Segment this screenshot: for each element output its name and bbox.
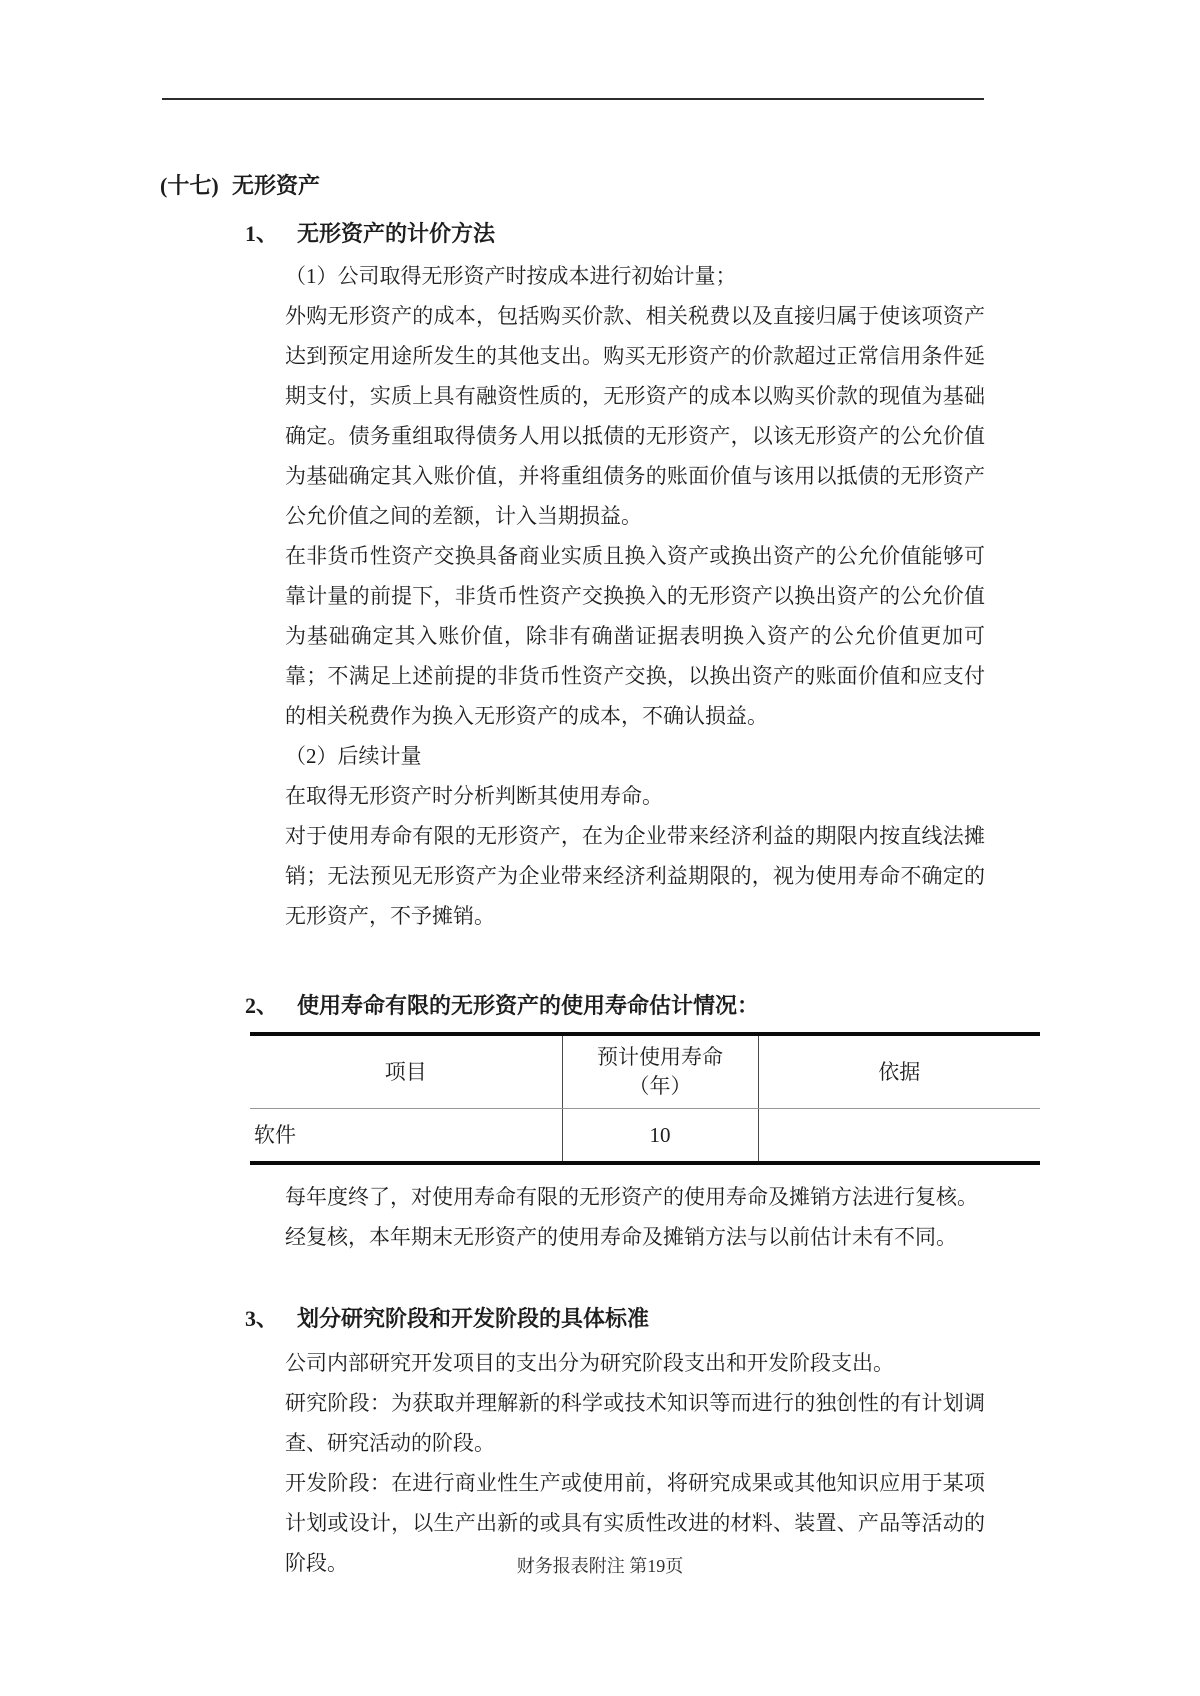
subsection-1-title: 无形资产的计价方法 [297,221,496,246]
para-review-result: 经复核，本年期末无形资产的使用寿命及摊销方法与以前估计未有不同。 [285,1225,957,1249]
subsection-2-body [285,1177,985,1257]
header-expected-life-line1: 预计使用寿命 [597,1045,723,1069]
subsection-1-heading [245,218,1200,250]
header-expected-life [562,1034,758,1109]
table-header-row [250,1034,1040,1109]
subsection-3-body [285,1343,985,1583]
header-item: 项目 [250,1034,562,1109]
section-title: 无形资产 [232,173,321,198]
header-basis: 依据 [758,1034,1040,1109]
para-amortization-policy: 对于使用寿命有限的无形资产，在为企业带来经济利益的期限内按直线法摊销；无法预见无形资产为企业带来经济利益期限的，视为使用寿命不确定的无形资产，不予摊销。 [285,824,985,928]
para-development-phase: 开发阶段：在进行商业性生产或使用前，将研究成果或其他知识应用于某项计划或设计，以生产出新的或具有实质性改进的材料、装置、产品等活动的阶段。 [285,1471,985,1575]
subsection-1-number: 1、 [245,221,279,246]
para-useful-life-judgment: 在取得无形资产时分析判断其使用寿命。 [285,784,663,808]
subsection-2-title: 使用寿命有限的无形资产的使用寿命估计情况： [297,993,760,1018]
page-footer: 财务报表附注 第19页 [516,1556,684,1576]
cell-basis-value [758,1109,1040,1164]
cell-item-software: 软件 [250,1109,562,1164]
para-subsequent-measurement-heading: （2）后续计量 [285,744,422,768]
para-initial-measurement: （1）公司取得无形资产时按成本进行初始计量； [285,264,737,288]
header-rule [162,98,984,100]
header-expected-life-line2: （年） [628,1074,692,1098]
cell-life-value: 10 [562,1109,758,1164]
subsection-3-title: 划分研究阶段和开发阶段的具体标准 [297,1306,650,1331]
para-annual-review: 每年度终了，对使用寿命有限的无形资产的使用寿命及摊销方法进行复核。 [285,1185,978,1209]
para-research-phase: 研究阶段：为获取并理解新的科学或技术知识等而进行的独创性的有计划调查、研究活动的阶段。 [285,1391,985,1455]
subsection-3-heading [245,1303,1200,1335]
subsection-1-body [285,256,985,936]
subsection-2-heading [245,990,1200,1022]
para-nonmonetary-exchange: 在非货币性资产交换具备商业实质且换入资产或换出资产的公允价值能够可靠计量的前提下，非货币性资产交换换入的无形资产以换出资产的公允价值为基础确定其入账价值，除非有确凿证据表明换入资产的公允价值更加可靠；不满足上述前提的非货币性资产交换，以换出资产的账面价值和应支付的相关税费作为换入无形资产的成本，不确认损益。 [285,544,985,728]
table-row [250,1109,1040,1164]
useful-life-table-wrap [250,1032,1040,1165]
section-number: (十七) [160,173,219,198]
subsection-2-number: 2、 [245,993,279,1018]
para-purchased-cost: 外购无形资产的成本，包括购买价款、相关税费以及直接归属于使该项资产达到预定用途所发生的其他支出。购买无形资产的价款超过正常信用条件延期支付，实质上具有融资性质的，无形资产的成本以购买价款的现值为基础确定。债务重组取得债务人用以抵债的无形资产，以该无形资产的公允价值为基础确定其入账价值，并将重组债务的账面价值与该用以抵债的无形资产公允价值之间的差额，计入当期损益。 [285,304,985,528]
section-heading [160,170,1200,202]
subsection-3-number: 3、 [245,1306,279,1331]
para-rd-split: 公司内部研究开发项目的支出分为研究阶段支出和开发阶段支出。 [285,1351,894,1375]
useful-life-table [250,1032,1040,1165]
